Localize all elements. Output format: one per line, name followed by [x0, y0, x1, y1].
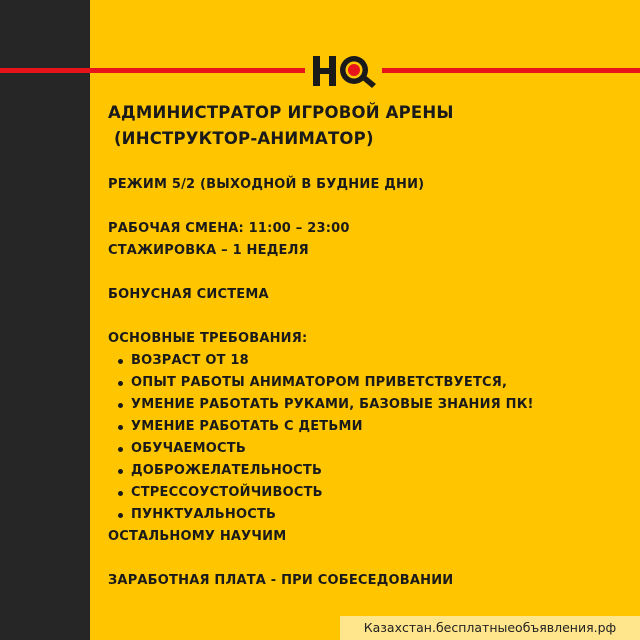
- list-item: ПУНКТУАЛЬНОСТЬ: [118, 504, 628, 526]
- teach-note: ОСТАЛЬНОМУ НАУЧИМ: [108, 529, 287, 544]
- red-divider-right: [382, 68, 640, 73]
- requirements-heading: ОСНОВНЫЕ ТРЕБОВАНИЯ:: [108, 331, 308, 346]
- job-ad-content: [108, 100, 628, 592]
- list-item: ОБУЧАЕМОСТЬ: [118, 438, 628, 460]
- shift-text: РАБОЧАЯ СМЕНА: 11:00 – 23:00: [108, 221, 350, 236]
- list-item: ВОЗРАСТ ОТ 18: [118, 350, 628, 372]
- hq-logo: [310, 50, 380, 92]
- list-item: УМЕНИЕ РАБОТАТЬ РУКАМИ, БАЗОВЫЕ ЗНАНИЯ ПК!: [118, 394, 628, 416]
- dark-side-bar: [0, 0, 90, 640]
- bonus-text: БОНУСНАЯ СИСТЕМА: [108, 287, 269, 302]
- schedule-text: РЕЖИМ 5/2 (ВЫХОДНОЙ В БУДНИЕ ДНИ): [108, 177, 425, 192]
- site-watermark: Казахстан.бесплатныеобъявления.рф: [340, 616, 640, 640]
- internship-text: СТАЖИРОВКА – 1 НЕДЕЛЯ: [108, 243, 309, 258]
- red-divider-left: [0, 68, 305, 73]
- list-item: СТРЕССОУСТОЙЧИВОСТЬ: [118, 482, 628, 504]
- requirements-list: [108, 350, 628, 526]
- salary-text: ЗАРАБОТНАЯ ПЛАТА - ПРИ СОБЕСЕДОВАНИИ: [108, 573, 454, 588]
- list-item: ОПЫТ РАБОТЫ АНИМАТОРОМ ПРИВЕТСТВУЕТСЯ,: [118, 372, 628, 394]
- job-title-line-1: АДМИНИСТРАТОР ИГРОВОЙ АРЕНЫ: [108, 103, 454, 122]
- list-item: ДОБРОЖЕЛАТЕЛЬНОСТЬ: [118, 460, 628, 482]
- list-item: УМЕНИЕ РАБОТАТЬ С ДЕТЬМИ: [118, 416, 628, 438]
- job-title-line-2: (ИНСТРУКТОР-АНИМАТОР): [108, 129, 374, 148]
